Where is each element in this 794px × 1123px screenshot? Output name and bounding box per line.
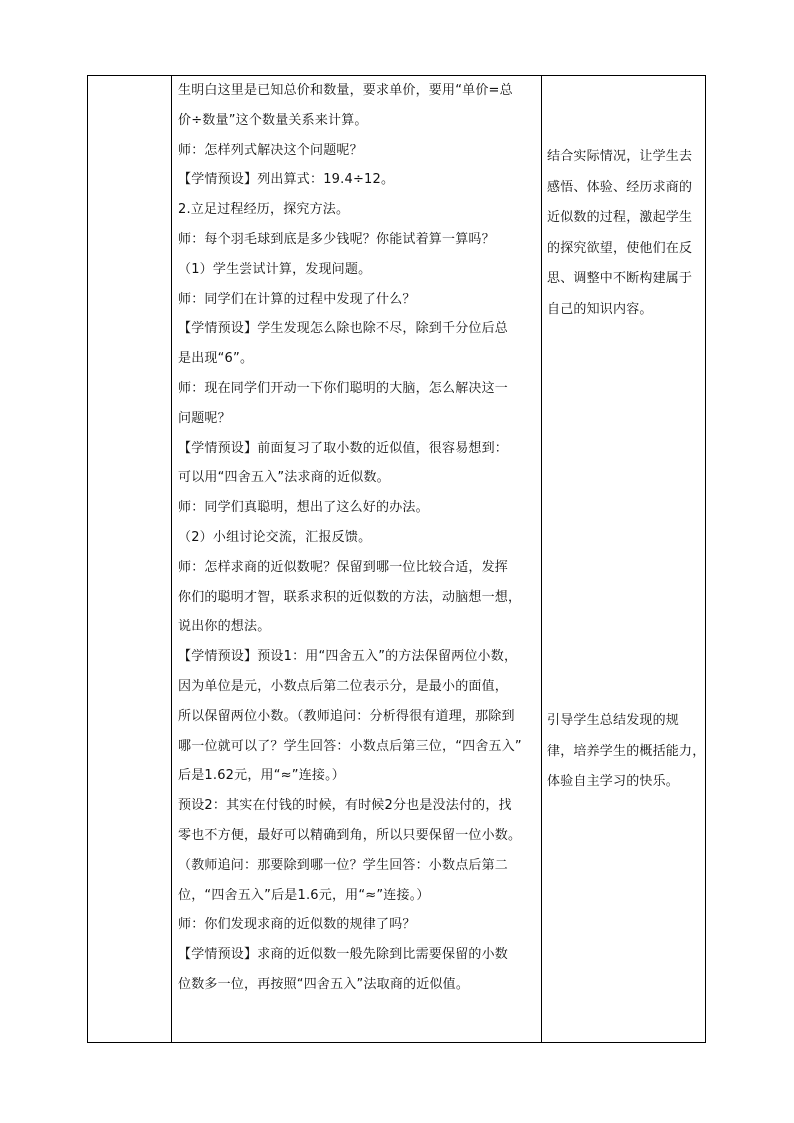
process-line: 哪一位就可以了？学生回答：小数点后第三位，“四舍五入” — [178, 738, 522, 754]
column-divider-right — [541, 76, 542, 1042]
note-line: 自己的知识内容。 — [547, 301, 653, 317]
process-line: 【学情预设】学生发现怎么除也除不尽，除到千分位后总 — [178, 321, 509, 337]
process-line: 位数多一位，再按照“四舍五入”法取商的近似值。 — [178, 976, 470, 992]
note-line: 引导学生总结发现的规 — [547, 713, 680, 728]
note-line: 思、调整中不断构建属于 — [547, 271, 693, 286]
process-line: （教师追问：那要除到哪一位？学生回答：小数点后第二 — [178, 857, 509, 873]
note-line: 的探究欲望，使他们在反 — [547, 240, 693, 256]
process-line: 【学情预设】预设1：用“四舍五入”的方法保留两位小数， — [178, 649, 518, 665]
teaching-process-cell — [178, 76, 536, 1000]
process-line: 【学情预设】列出算式：19.4÷12。 — [178, 172, 395, 188]
process-line: （2）小组讨论交流，汇报反馈。 — [178, 529, 372, 545]
process-line: 后是1.62元，用“≈”连接。） — [178, 768, 346, 784]
process-line: 【学情预设】求商的近似数一般先除到比需要保留的小数 — [178, 947, 509, 963]
process-line: 师：同学们真聪明，想出了这么好的办法。 — [178, 500, 429, 516]
note-line: 结合实际情况，让学生去 — [547, 149, 693, 164]
design-intent-note-2 — [547, 706, 705, 798]
process-line: 位，“四舍五入”后是1.6元，用“≈”连接。） — [178, 887, 430, 903]
note-line: 感悟、体验、经历求商的 — [547, 179, 693, 195]
process-line: 师：你们发现求商的近似数的规律了吗？ — [178, 917, 416, 933]
process-line: 问题呢？ — [178, 410, 231, 426]
process-line: 师：怎样求商的近似数呢？保留到哪一位比较合适，发挥 — [178, 559, 509, 575]
process-line: 价÷数量”这个数量关系来计算。 — [178, 112, 368, 128]
process-line: 预设2：其实在付钱的时候，有时候2分也是没法付的，找 — [178, 798, 512, 814]
process-line: 说出你的想法。 — [178, 619, 271, 635]
process-line: 生明白这里是已知总价和数量，要求单价，要用“单价=总 — [178, 83, 513, 98]
process-line: 【学情预设】前面复习了取小数的近似值，很容易想到： — [178, 440, 509, 456]
process-line: 零也不方便，最好可以精确到角，所以只要保留一位小数。 — [178, 827, 522, 843]
process-line: 师：每个羽毛球到底是多少钱呢？你能试着算一算吗？ — [178, 231, 495, 247]
process-line: 是出现“6”。 — [178, 351, 254, 367]
lesson-table — [87, 75, 706, 1043]
design-intent-note-1 — [547, 142, 705, 325]
process-line: 师：同学们在计算的过程中发现了什么？ — [178, 291, 416, 307]
process-line: 所以保留两位小数。（教师追问：分析得很有道理，那除到 — [178, 708, 515, 724]
process-line: 2.立足过程经历，探究方法。 — [178, 202, 350, 218]
process-line: 师：现在同学们开动一下你们聪明的大脑，怎么解决这一 — [178, 380, 509, 396]
process-line: 可以用“四舍五入”法求商的近似数。 — [178, 470, 390, 486]
note-line: 体验自主学习的快乐。 — [547, 774, 680, 789]
note-line: 律，培养学生的概括能力， — [547, 743, 706, 759]
note-line: 近似数的过程，激起学生 — [547, 210, 693, 225]
process-line: 师：怎样列式解决这个问题呢？ — [178, 142, 363, 158]
process-line: （1）学生尝试计算，发现问题。 — [178, 261, 372, 277]
process-line: 你们的聪明才智，联系求积的近似数的方法，动脑想一想， — [178, 589, 522, 605]
process-line: 因为单位是元，小数点后第二位表示分，是最小的面值， — [178, 678, 509, 694]
column-divider-left — [171, 76, 172, 1042]
